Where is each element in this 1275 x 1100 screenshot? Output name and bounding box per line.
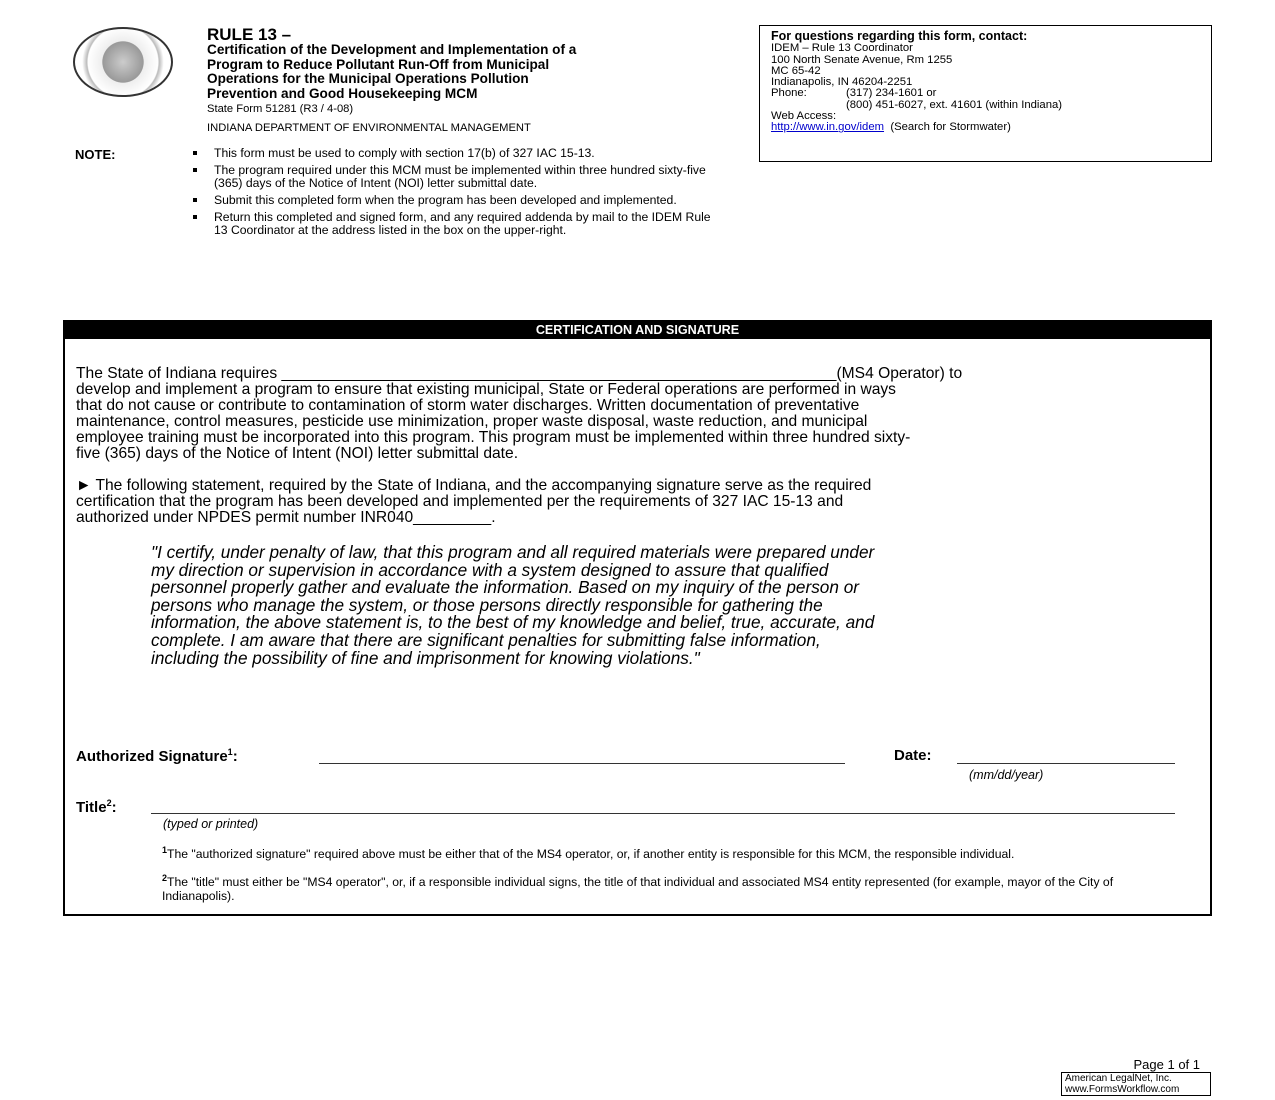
requirement-paragraph <box>76 366 962 462</box>
form-title <box>207 43 576 136</box>
notes-list <box>190 147 720 241</box>
quote-line: personnel properly gather and evaluate the information. Based on my inquiry of the person or <box>151 577 859 598</box>
signature-label: Authorized Signature$^1$: <box>76 747 238 765</box>
quote-line: persons who manage the system, or those persons directly responsible for gathering the <box>151 594 823 615</box>
para-line: The State of Indiana requires ________________________________________________________________(MS4 Operator) to <box>76 365 963 382</box>
certification-section <box>63 320 1212 916</box>
para-line: employee training must be incorporated into this program. This program must be implemented within three hundred sixty- <box>76 429 911 446</box>
quote-line: complete. I am aware that there are significant penalties for submitting false information, <box>151 629 821 650</box>
agency-name: INDIANA DEPARTMENT OF ENVIRONMENTAL MANAGEMENT <box>207 121 531 134</box>
title-hint: (typed or printed) <box>163 817 259 831</box>
para-line: authorized under NPDES permit number INR040_________. <box>76 509 496 526</box>
note-item: The program required under this MCM must be implemented within three hundred sixty-five (365) days of the Notice of Intent (NOI) letter submittal date. <box>190 164 720 190</box>
para-line: certification that the program has been developed and implemented per the requirements of 327 IAC 15-13 and <box>76 493 844 510</box>
web-label: Web Access: <box>771 110 837 123</box>
para-line: that do not cause or contribute to contamination of storm water discharges. Written documentation of preventative <box>76 397 860 414</box>
footnote-1 <box>162 843 1182 861</box>
note-label: NOTE: <box>75 147 116 162</box>
section-heading: CERTIFICATION AND SIGNATURE <box>65 322 1210 339</box>
para-line: develop and implement a program to ensure that existing municipal, State or Federal operations are performed in ways <box>76 381 896 398</box>
contact-line: IDEM – Rule 13 Coordinator <box>771 42 913 55</box>
para-line: ► The following statement, required by the State of Indiana, and the accompanying signature serve as the required <box>76 477 872 494</box>
phone-label: Phone: <box>771 87 807 100</box>
vendor-name: American LegalNet, Inc. <box>1065 1073 1172 1084</box>
footnote-2 <box>162 871 1182 903</box>
signature-field[interactable] <box>319 763 845 764</box>
date-field[interactable] <box>957 763 1175 764</box>
vendor-url: www.FormsWorkflow.com <box>1065 1083 1180 1095</box>
para-line: maintenance, control measures, pesticide use minimization, proper waste disposal, waste reduction, and municipal <box>76 413 868 430</box>
form-number: State Form 51281 (R3 / 4-08) <box>207 103 354 116</box>
title-line: Prevention and Good Housekeeping MCM <box>207 85 478 101</box>
contact-line: 100 North Senate Avenue, Rm 1255 <box>771 53 953 66</box>
title-field[interactable] <box>151 813 1175 814</box>
date-hint: (mm/dd/year) <box>969 768 1044 782</box>
footnote-text: The "title" must either be "MS4 operator", or, if a responsible individual signs, the title of that individual and associated MS4 entity represented (for example, mayor of the City of Indianapolis). <box>162 875 1114 904</box>
certification-quote <box>151 544 874 667</box>
title-line: Program to Reduce Pollutant Run-Off from Municipal <box>207 56 550 72</box>
title-label: Title$^2$: <box>76 798 117 816</box>
contact-line: Indianapolis, IN 46204-2251 <box>771 76 913 89</box>
note-item: Submit this completed form when the program has been developed and implemented. <box>190 194 720 207</box>
url-note: (Search for Stormwater) <box>890 121 1011 134</box>
contact-line: MC 65-42 <box>771 64 821 77</box>
quote-line: "I certify, under penalty of law, that this program and all required materials were prepared under <box>151 542 875 562</box>
idem-link[interactable]: http://www.in.gov/idem <box>771 121 885 134</box>
para-line: five (365) days of the Notice of Intent (NOI) letter submittal date. <box>76 445 519 462</box>
title-line: Certification of the Development and Implementation of a <box>207 42 577 57</box>
contact-box <box>759 25 1212 162</box>
phone-1: (317) 234-1601 or <box>846 87 937 100</box>
form-rule-number: RULE 13 – <box>207 25 292 44</box>
footnote-number: 1 <box>162 845 168 855</box>
note-item: Return this completed and signed form, and any required addenda by mail to the IDEM Rule 13 Coordinator at the address listed in the box on the upper-right. <box>190 211 720 237</box>
title-label-text: Title <box>76 799 107 816</box>
quote-line: my direction or supervision in accordance with a system designed to assure that qualified <box>151 559 829 580</box>
footnote-number: 2 <box>162 873 168 883</box>
note-item: This form must be used to comply with section 17(b) of 327 IAC 15-13. <box>190 147 720 160</box>
date-label: Date: <box>894 747 932 764</box>
signature-label-text: Authorized Signature <box>76 748 228 765</box>
contact-heading: For questions regarding this form, contact: <box>771 29 1028 43</box>
quote-line: including the possibility of fine and imprisonment for knowing violations." <box>151 647 700 668</box>
indiana-state-seal <box>73 27 173 97</box>
title-line: Operations for the Municipal Operations Pollution <box>207 71 529 87</box>
footnote-ref: 2 <box>106 798 112 808</box>
page-number: Page 1 of 1 <box>1133 1057 1200 1072</box>
vendor-stamp <box>1061 1072 1211 1096</box>
statement-paragraph <box>76 478 871 526</box>
footnote-text: The "authorized signature" required above must be either that of the MS4 operator, or, if another entity is responsible for this MCM, the responsible individual. <box>167 847 1015 862</box>
phone-2: (800) 451-6027, ext. 41601 (within Indiana) <box>846 98 1063 111</box>
quote-line: information, the above statement is, to the best of my knowledge and belief, true, accurate, and <box>151 612 875 633</box>
footnote-ref: 1 <box>227 747 233 757</box>
